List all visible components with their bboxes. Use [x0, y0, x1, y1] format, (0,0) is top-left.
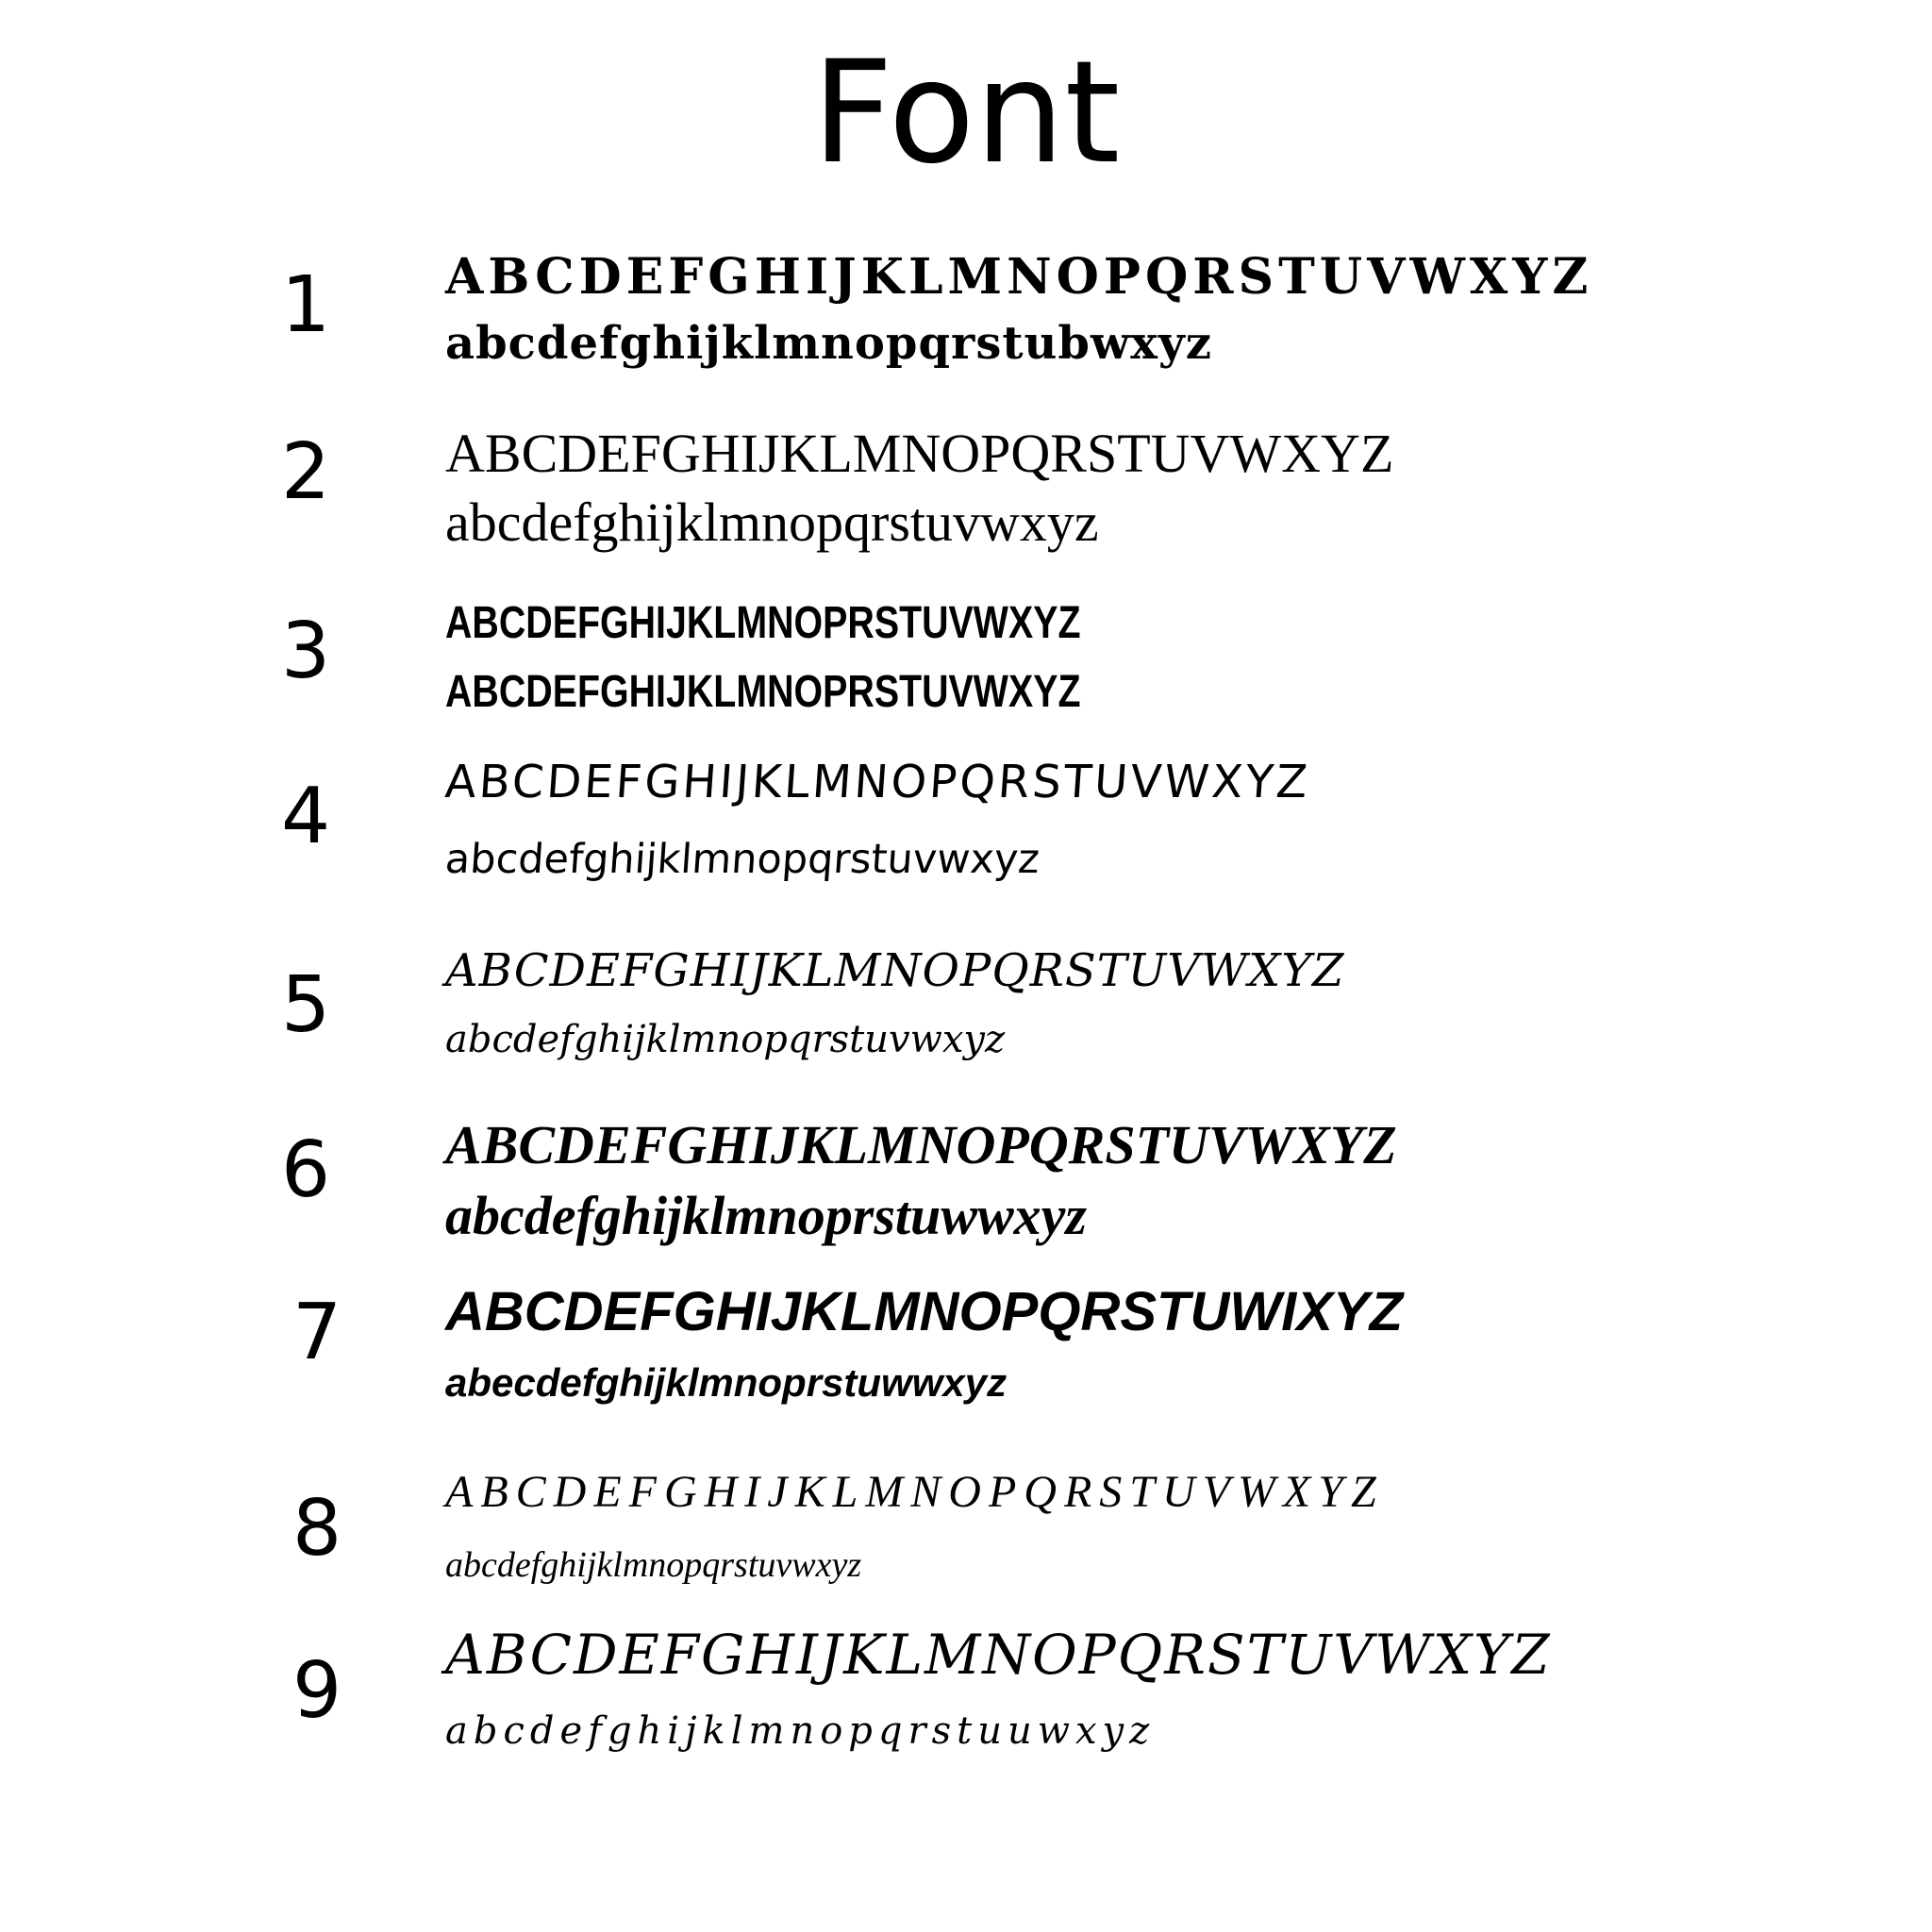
font-7-uppercase-sample: ABCDEFGHIJKLMNOPQRSTUWIXYZ	[445, 1281, 1403, 1342]
font-6-lowercase-sample: abcdefghijklmnoprstuwwxyz	[445, 1185, 1087, 1246]
font-2-lowercase-sample: abcdefghijklmnopqrstuvwxyz	[445, 491, 1099, 553]
font-3-second-sample: ABCDEFGHIJKLMNOPRSTUVWXYZ	[445, 667, 1081, 717]
font-2-uppercase-sample: ABCDEFGHIJKLMNOPQRSTUVWXYZ	[445, 423, 1394, 484]
font-5-lowercase-sample: abcdefghijklmnopqrstuvwxyz	[445, 1018, 1006, 1061]
font-number-5: 5	[281, 960, 331, 1050]
font-5-uppercase-sample: ABCDEFGHIJKLMNOPQRSTUVWXYZ	[445, 944, 1345, 997]
page-title: Font	[811, 31, 1121, 195]
font-4-lowercase-sample: abcdefghijklmnopqrstuvwxyz	[443, 836, 1041, 883]
font-4-uppercase-sample: ABCDEFGHIJKLMNOPQRSTUVWXYZ	[443, 756, 1312, 808]
font-number-7: 7	[292, 1288, 342, 1377]
font-number-6: 6	[281, 1125, 331, 1215]
font-3-uppercase-sample: ABCDEFGHIJKLMNOPRSTUVWXYZ	[445, 598, 1081, 648]
font-number-4: 4	[281, 772, 331, 861]
font-number-1: 1	[281, 260, 331, 350]
font-6-uppercase-sample: ABCDEFGHIJKLMNOPQRSTUVWXYZ	[445, 1114, 1397, 1175]
font-8-lowercase-sample: abcdefghijklmnopqrstuvwxyz	[445, 1545, 862, 1585]
font-number-8: 8	[292, 1484, 342, 1574]
font-number-3: 3	[281, 607, 331, 696]
font-7-lowercase-sample: abecdefghijklmnoprstuwwxyz	[445, 1360, 1008, 1405]
font-number-9: 9	[292, 1646, 342, 1736]
font-1-uppercase-sample: ABCDEFGHIJKLMNOPQRSTUVWXYZ	[445, 248, 1593, 306]
font-8-uppercase-sample: ABCDEFGHIJKLMNOPQRSTUVWXYZ	[445, 1467, 1384, 1517]
font-9-lowercase-sample: abcdefghijklmnopqrstuuwxyz	[445, 1709, 1156, 1753]
font-9-uppercase-sample: ABCDEFGHIJKLMNOPQRSTUVWXYZ	[445, 1623, 1552, 1687]
font-number-2: 2	[281, 427, 331, 517]
font-1-lowercase-sample: abcdefghijklmnopqrstubwxyz	[445, 317, 1213, 370]
